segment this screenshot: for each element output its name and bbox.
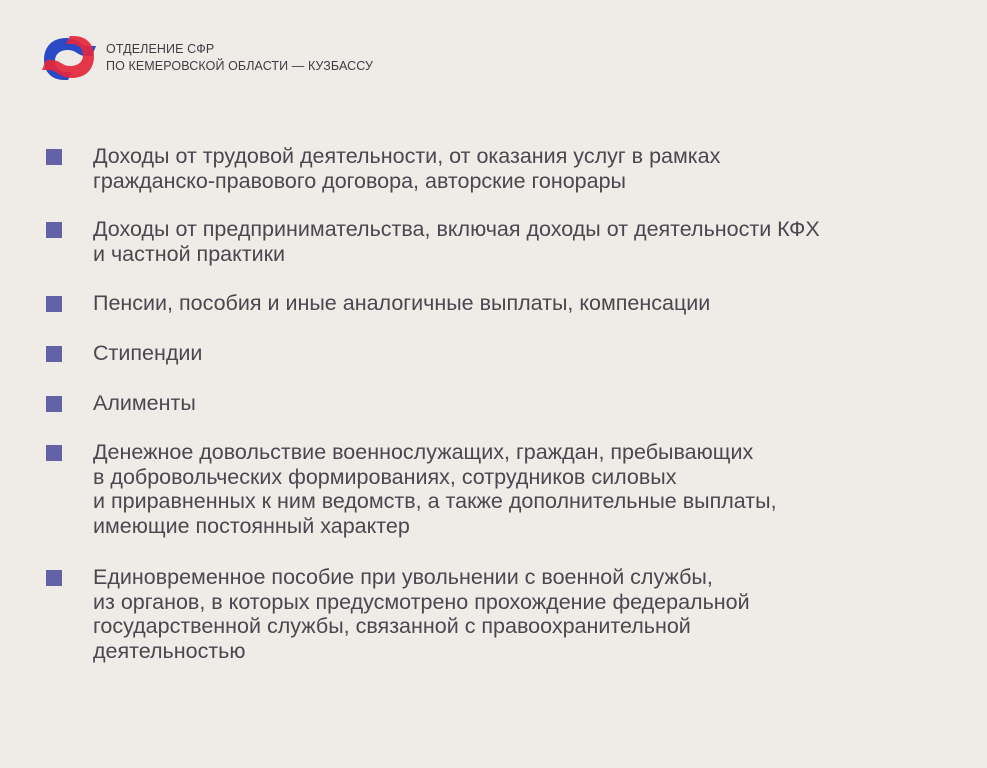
list-item [46, 440, 966, 538]
org-name [106, 41, 373, 75]
list-item [46, 217, 966, 266]
org-name-line-2: ПО КЕМЕРОВСКОЙ ОБЛАСТИ — КУЗБАССУ [106, 59, 373, 73]
list-item [46, 341, 966, 366]
list-item [46, 565, 966, 663]
org-name-line-1: ОТДЕЛЕНИЕ СФР [106, 42, 215, 56]
header [38, 30, 373, 86]
square-bullet-icon [46, 296, 62, 312]
list-item [46, 144, 966, 193]
square-bullet-icon [46, 149, 62, 165]
square-bullet-icon [46, 222, 62, 238]
list-item-text: Пенсии, пособия и иные аналогичные выплаты, компенсации [93, 291, 711, 315]
list-item-text: Денежное довольствие военнослужащих, граждан, пребывающих в добровольческих формированиях, сотрудников силовых и приравненных к ним ведомств, а также дополнительные выплаты, имеющие постоянный характер [93, 440, 777, 538]
square-bullet-icon [46, 346, 62, 362]
list-item-text: Доходы от предпринимательства, включая доходы от деятельности КФХ и частной практики [93, 217, 820, 266]
list-item [46, 291, 966, 316]
list-item-text: Стипендии [93, 341, 203, 365]
square-bullet-icon [46, 445, 62, 461]
list-item-text: Доходы от трудовой деятельности, от оказания услуг в рамках гражданско-правового договора, авторские гонорары [93, 144, 721, 193]
list-item-text: Алименты [93, 391, 196, 415]
square-bullet-icon [46, 396, 62, 412]
list-item [46, 391, 966, 416]
square-bullet-icon [46, 570, 62, 586]
sfr-logo-icon [38, 30, 100, 86]
list-item-text: Единовременное пособие при увольнении с военной службы, из органов, в которых предусмотрено прохождение федеральной государственной службы, связанной с правоохранительной деятельностью [93, 565, 750, 663]
